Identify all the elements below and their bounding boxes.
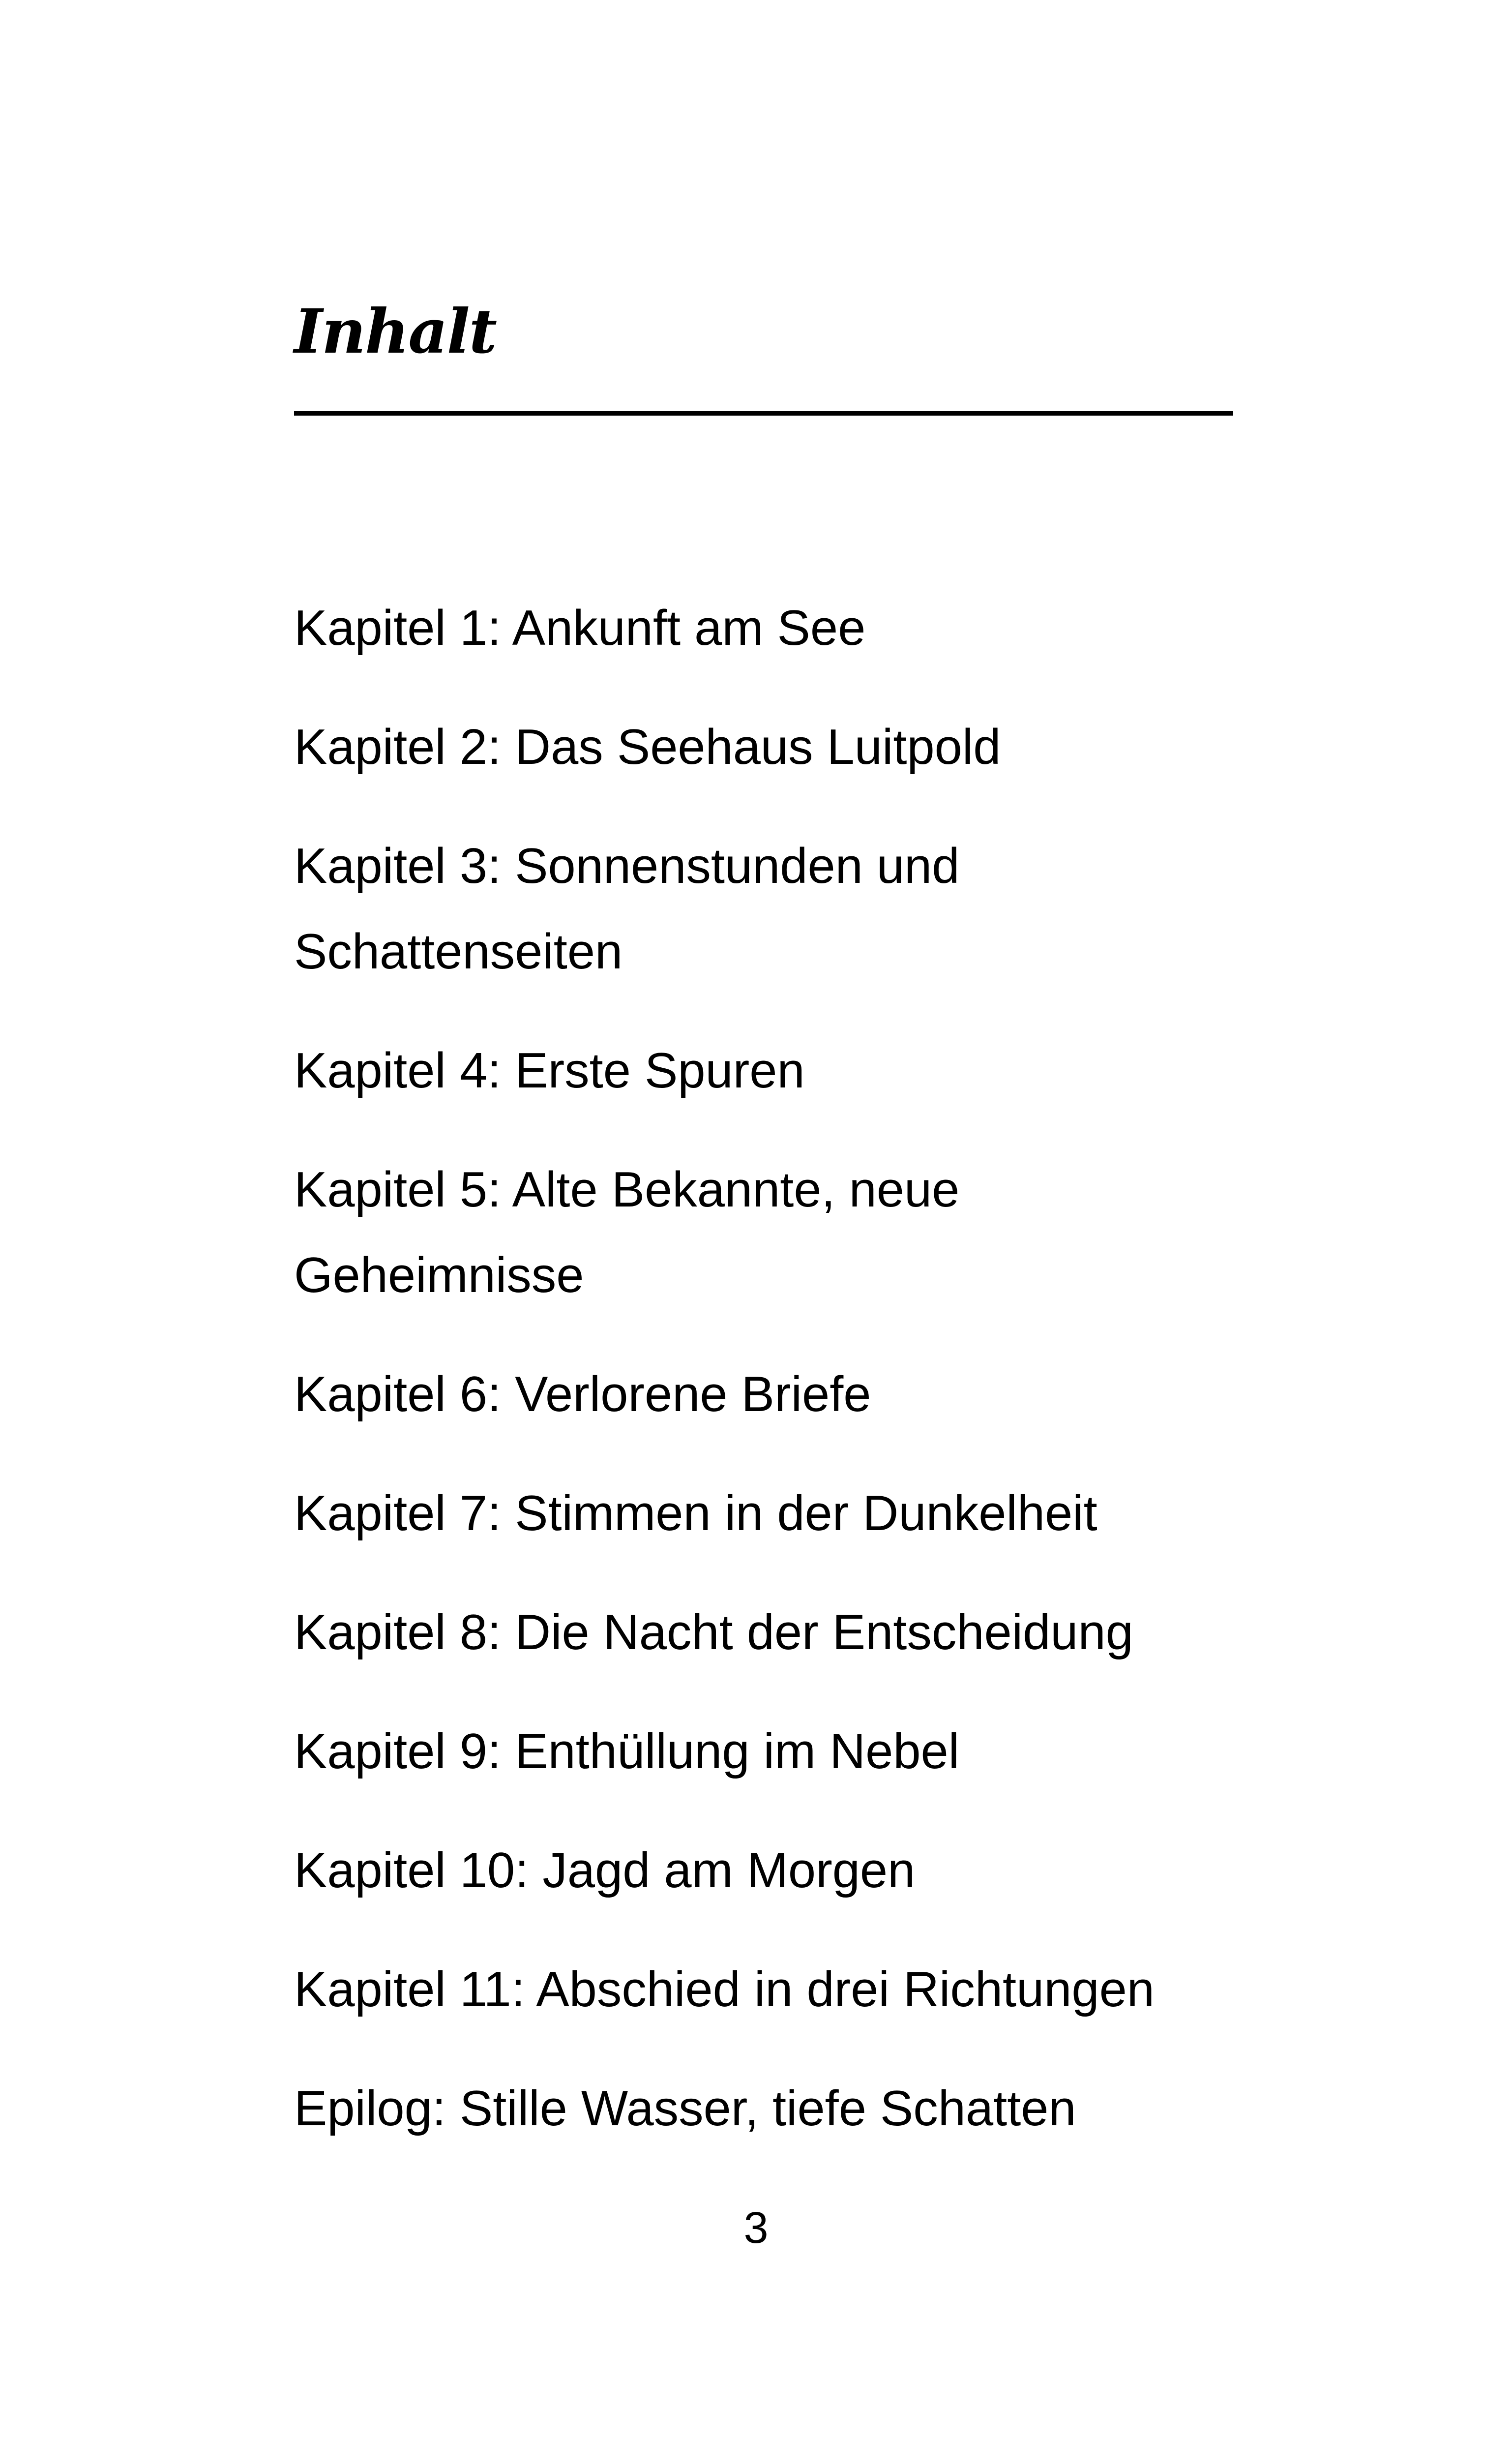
toc-entry-chapter-10: Kapitel 10: Jagd am Morgen	[294, 1843, 916, 1898]
toc-entry-chapter-3: Kapitel 3: Sonnenstunden und Schattenseiten	[294, 839, 960, 979]
toc-entry-chapter-5: Kapitel 5: Alte Bekannte, neue Geheimnisse	[294, 1162, 960, 1303]
toc-entry-chapter-9: Kapitel 9: Enthüllung im Nebel	[294, 1724, 960, 1779]
toc-entry-chapter-4: Kapitel 4: Erste Spuren	[294, 1043, 805, 1098]
toc-entry-chapter-2: Kapitel 2: Das Seehaus Luitpold	[294, 720, 1001, 775]
toc-entry-epilog: Epilog: Stille Wasser, tiefe Schatten	[294, 2081, 1076, 2136]
toc-entry-chapter-7: Kapitel 7: Stimmen in der Dunkelheit	[294, 1486, 1097, 1541]
toc-entry-chapter-1: Kapitel 1: Ankunft am See	[294, 601, 866, 656]
title-divider	[294, 411, 1233, 416]
table-of-contents	[294, 585, 1253, 2185]
page-number: 3	[743, 2203, 769, 2253]
toc-entry-chapter-8: Kapitel 8: Die Nacht der Entscheidung	[294, 1605, 1133, 1660]
page-title: Inhalt	[294, 296, 497, 367]
toc-entry-chapter-6: Kapitel 6: Verlorene Briefe	[294, 1367, 871, 1422]
toc-entry-chapter-11: Kapitel 11: Abschied in drei Richtungen	[294, 1962, 1155, 2017]
